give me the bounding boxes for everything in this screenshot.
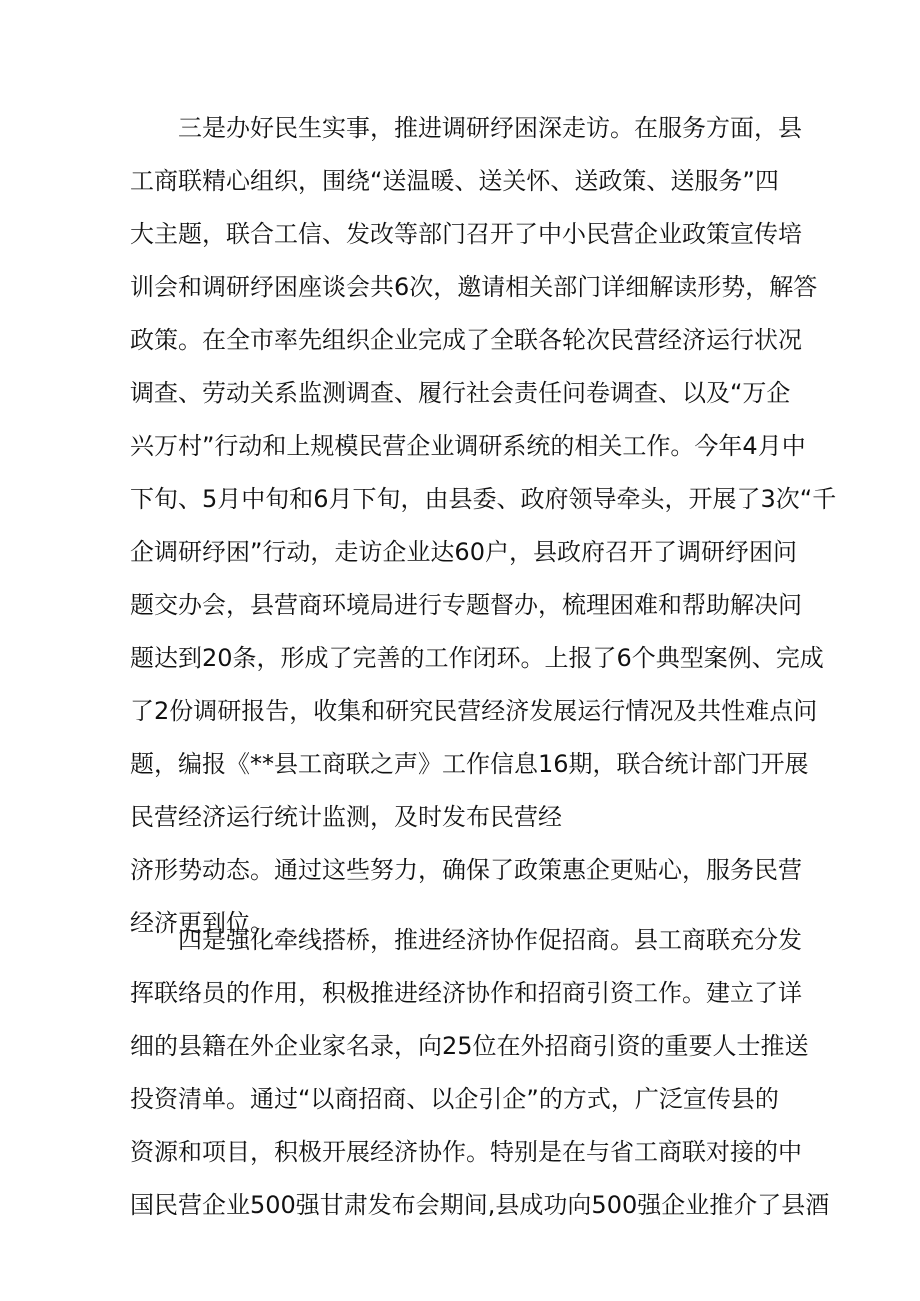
paragraph-line: 民营经济运行统计监测，及时发布民营经	[130, 803, 562, 831]
paragraph-line: 济形势动态。通过这些努力，确保了政策惠企更贴心，服务民营	[130, 856, 802, 884]
paragraph-line: 四是强化牵线搭桥，推进经济协作促招商。县工商联充分发	[178, 926, 802, 954]
paragraph-line: 题，编报《**县工商联之声》工作信息16期，联合统计部门开展	[130, 750, 809, 778]
paragraph-line: 题交办会，县营商环境局进行专题督办，梳理困难和帮助解决问	[130, 591, 802, 619]
paragraph-line: 兴万村”行动和上规模民营企业调研系统的相关工作。今年4月中	[130, 432, 806, 460]
paragraph-line: 挥联络员的作用，积极推进经济协作和招商引资工作。建立了详	[130, 979, 802, 1007]
paragraph-line: 调查、劳动关系监测调查、履行社会责任问卷调查、以及“万企	[130, 379, 791, 407]
paragraph-line: 投资清单。通过“以商招商、以企引企”的方式，广泛宣传县的	[130, 1085, 779, 1113]
paragraph-line: 政策。在全市率先组织企业完成了全联各轮次民营经济运行状况	[130, 326, 802, 354]
paragraph-line: 经济更到位。	[130, 909, 274, 937]
paragraph-line: 国民营企业500强甘肃发布会期间,县成功向500强企业推介了县酒	[130, 1191, 830, 1219]
paragraph-line: 训会和调研纾困座谈会共6次，邀请相关部门详细解读形势，解答	[130, 273, 818, 301]
paragraph-line: 细的县籍在外企业家名录，向25位在外招商引资的重要人士推送	[130, 1032, 809, 1060]
paragraph-line: 题达到20条，形成了完善的工作闭环。上报了6个典型案例、完成	[130, 644, 824, 672]
paragraph-line: 企调研纾困”行动，走访企业达60户，县政府召开了调研纾困问	[130, 538, 797, 566]
paragraph-line: 大主题，联合工信、发改等部门召开了中小民营企业政策宣传培	[130, 220, 802, 248]
paragraph-line: 三是办好民生实事，推进调研纾困深走访。在服务方面，县	[178, 114, 802, 142]
paragraph-line: 资源和项目，积极开展经济协作。特别是在与省工商联对接的中	[130, 1138, 802, 1166]
paragraph-line: 工商联精心组织，围绕“送温暖、送关怀、送政策、送服务”四	[130, 167, 779, 195]
paragraph-line: 下旬、5月中旬和6月下旬，由县委、政府领导牵头，开展了3次“千	[130, 485, 837, 513]
paragraph-line: 了2份调研报告，收集和研究民营经济发展运行情况及共性难点问	[130, 697, 818, 725]
